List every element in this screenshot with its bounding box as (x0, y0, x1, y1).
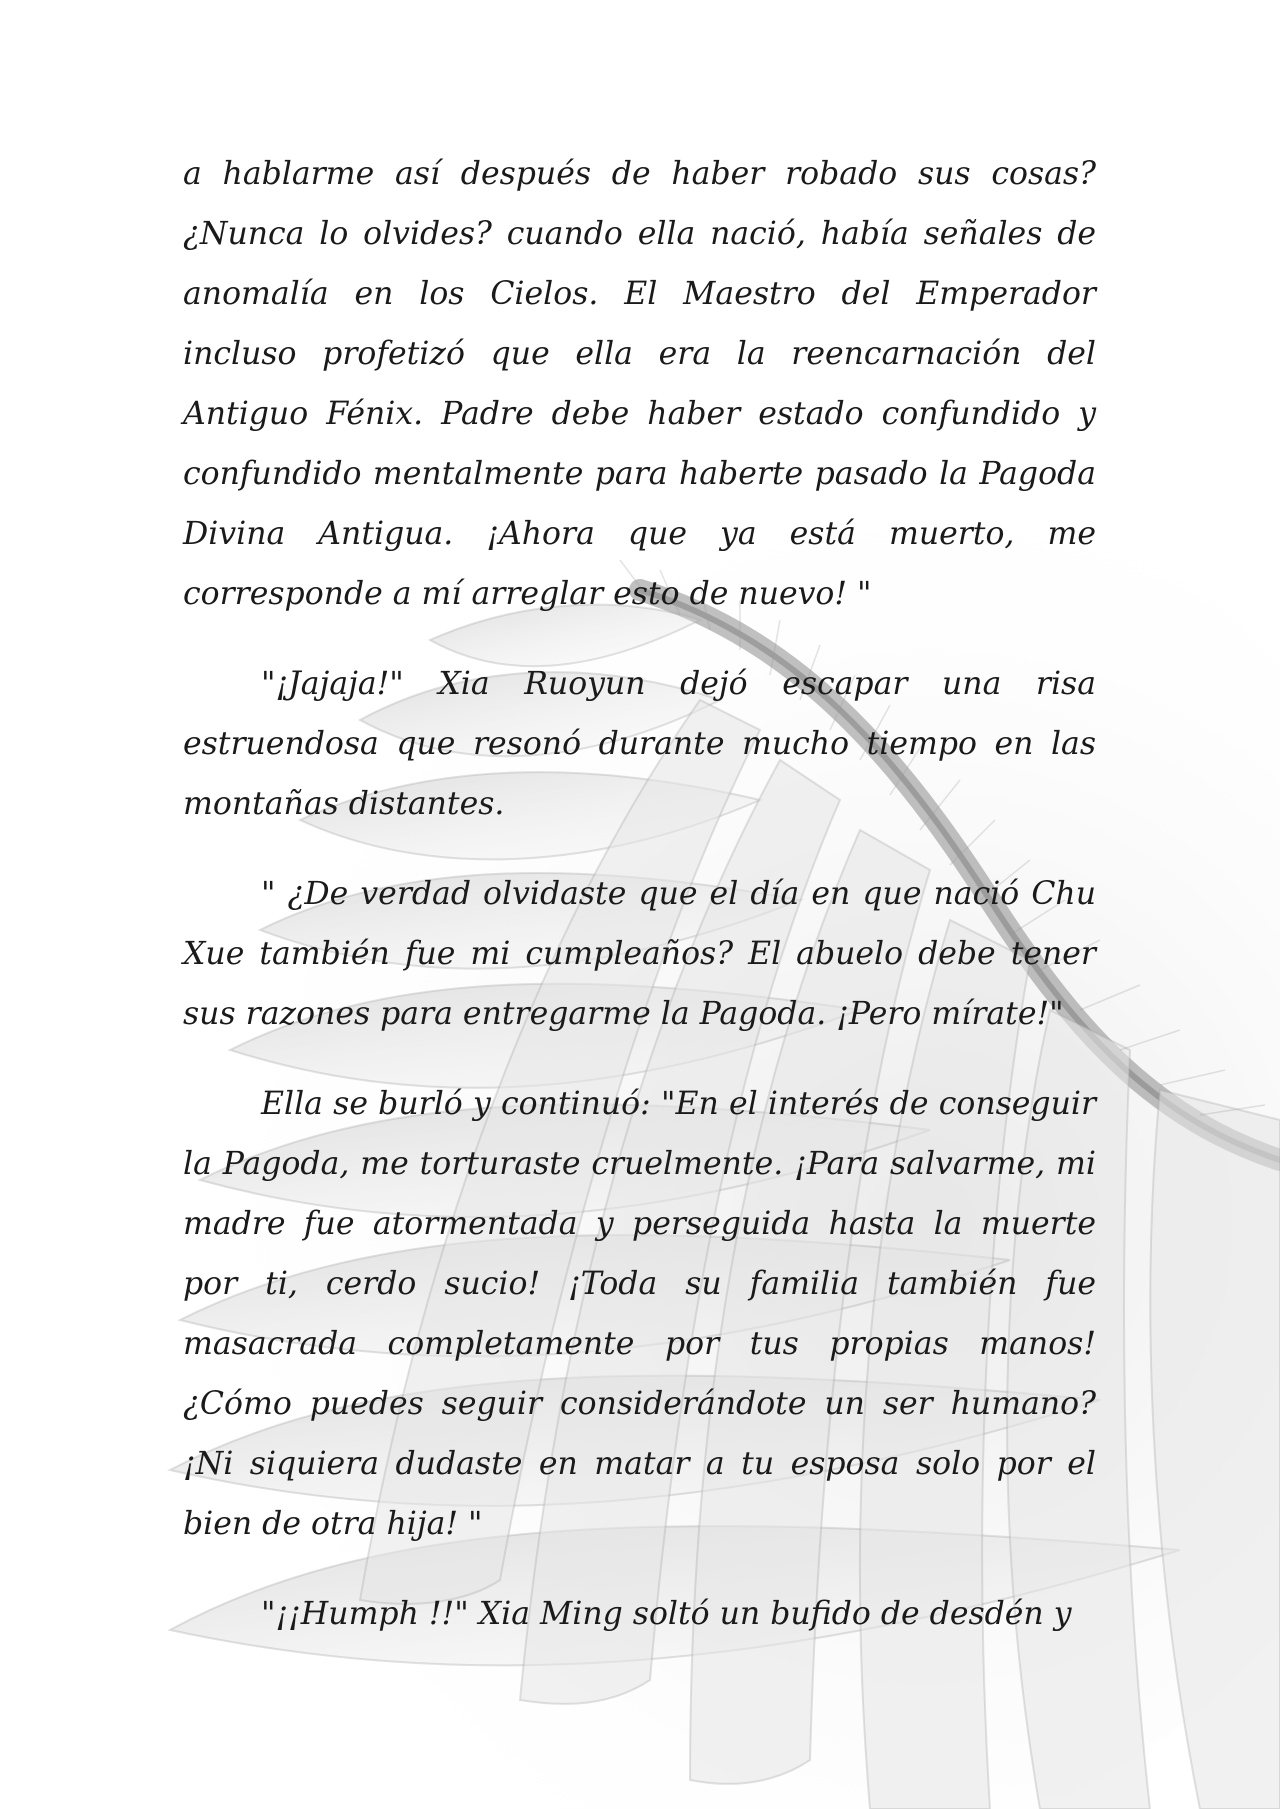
paragraph: "¡Jajaja!" Xia Ruoyun dejó escapar una risa estruendosa que resonó durante mucho tiempo en las montañas distantes. (183, 666, 1096, 822)
paragraph: Ella se burló y continuó: "En el interés de conseguir la Pagoda, me torturaste cruelmente. ¡Para salvarme, mi madre fue atormentada y perseguida hasta la muerte por ti, cerdo sucio! ¡Toda su familia también fue masacrada completamente por tus propias manos! ¿Cómo puedes seguir considerándote un ser humano? ¡Ni siquiera dudaste en matar a tu esposa solo por el bien de otra hija! " (183, 1086, 1096, 1542)
paragraph: a hablarme así después de haber robado sus cosas? ¿Nunca lo olvides? cuando ella nació, había señales de anomalía en los Cielos. El Maestro del Emperador incluso profetizó que ella era la reencarnación del Antiguo Fénix. Padre debe haber estado confundido y confundido mentalmente para haberte pasado la Pagoda Divina Antigua. ¡Ahora que ya está muerto, me corresponde a mí arreglar esto de nuevo! " (183, 156, 1096, 612)
body-text (183, 144, 1096, 1674)
paragraph: "¡¡Humph !!" Xia Ming soltó un bufido de desdén y (261, 1596, 1072, 1632)
paragraph: " ¿De verdad olvidaste que el día en que nació Chu Xue también fue mi cumpleaños? El abuelo debe tener sus razones para entregarme la Pagoda. ¡Pero mírate!" (183, 876, 1096, 1032)
